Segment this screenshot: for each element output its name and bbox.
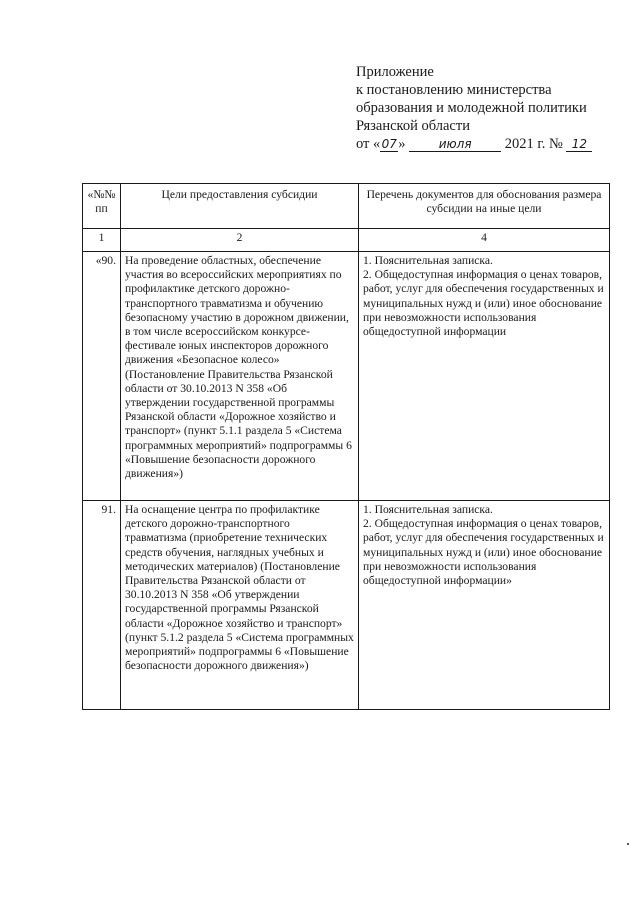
table-index-row	[83, 229, 610, 252]
date-prefix: от «	[356, 136, 381, 152]
table-header-row	[83, 184, 610, 229]
row-goal: На оснащение центра по профилактике детского дорожно-транспортного травматизма (приобретение технических средств обучения, наглядных учебных и методических материалов) (Постановление Правительства Рязанской области от 30.10.2013 N 358 «Об утверждении государственной программы Рязанской области «Дорожное хозяйство и транспорт» (пункт 5.1.2 раздела 5 «Система программных мероприятий» подпрограммы 6 «Повышение безопасности дорожного движения»)	[121, 501, 359, 710]
header-num: «№№ пп	[83, 184, 121, 229]
row-num: 91.	[83, 501, 121, 710]
document-header	[356, 63, 592, 153]
row-goal: На проведение областных, обеспечение участия во всероссийских мероприятиях по профилактике детского дорожно-транспортного травматизма и обучению безопасному участию в дорожном движении, в том числе всероссийском конкурсе-фестивале юных инспекторов дорожного движения «Безопасное колесо» (Постановление Правительства Рязанской области от 30.10.2013 N 358 «Об утверждении государственной программы Рязанской области «Дорожное хозяйство и транспорт» (пункт 5.1.1 раздела 5 «Система программных мероприятий» подпрограммы 6 «Повышение безопасности дорожного движения»)	[121, 252, 359, 501]
subsidy-table	[82, 183, 610, 710]
header-date-line	[356, 135, 592, 153]
header-line-region: Рязанской области	[356, 118, 470, 134]
row-doc-item: 2. Общедоступная информация о ценах товаров, работ, услуг для обеспечения государственных и муниципальных нужд и (или) иное обоснование при невозможности использования общедоступной информации»	[363, 517, 604, 588]
table-row	[83, 501, 610, 710]
date-year: 2021 г. №	[504, 136, 563, 152]
row-doc-item: 1. Пояснительная записка.	[363, 503, 493, 516]
table-row	[83, 252, 610, 501]
index-goal: 2	[121, 229, 359, 252]
date-day: 07	[381, 137, 397, 151]
header-docs: Перечень документов для обоснования размера субсидии на иные цели	[359, 184, 610, 229]
row-doc-item: 1. Пояснительная записка.	[363, 254, 493, 267]
index-docs: 4	[359, 229, 610, 252]
header-line-resolution: к постановлению министерства	[356, 82, 552, 98]
date-month: июля	[409, 137, 501, 152]
header-line-ministry: образования и молодежной политики	[356, 100, 587, 116]
document-number: 12	[566, 137, 592, 152]
header-goal: Цели предоставления субсидии	[121, 184, 359, 229]
scan-speck	[627, 843, 629, 845]
index-num: 1	[83, 229, 121, 252]
row-docs	[359, 501, 610, 710]
row-doc-item: 2. Общедоступная информация о ценах товаров, работ, услуг для обеспечения государственных и муниципальных нужд и (или) иное обоснование при невозможности использования общедоступной информации	[363, 268, 604, 339]
row-docs	[359, 252, 610, 501]
row-num: «90.	[83, 252, 121, 501]
date-quote-close: »	[398, 136, 406, 152]
header-line-appendix: Приложение	[356, 64, 434, 80]
